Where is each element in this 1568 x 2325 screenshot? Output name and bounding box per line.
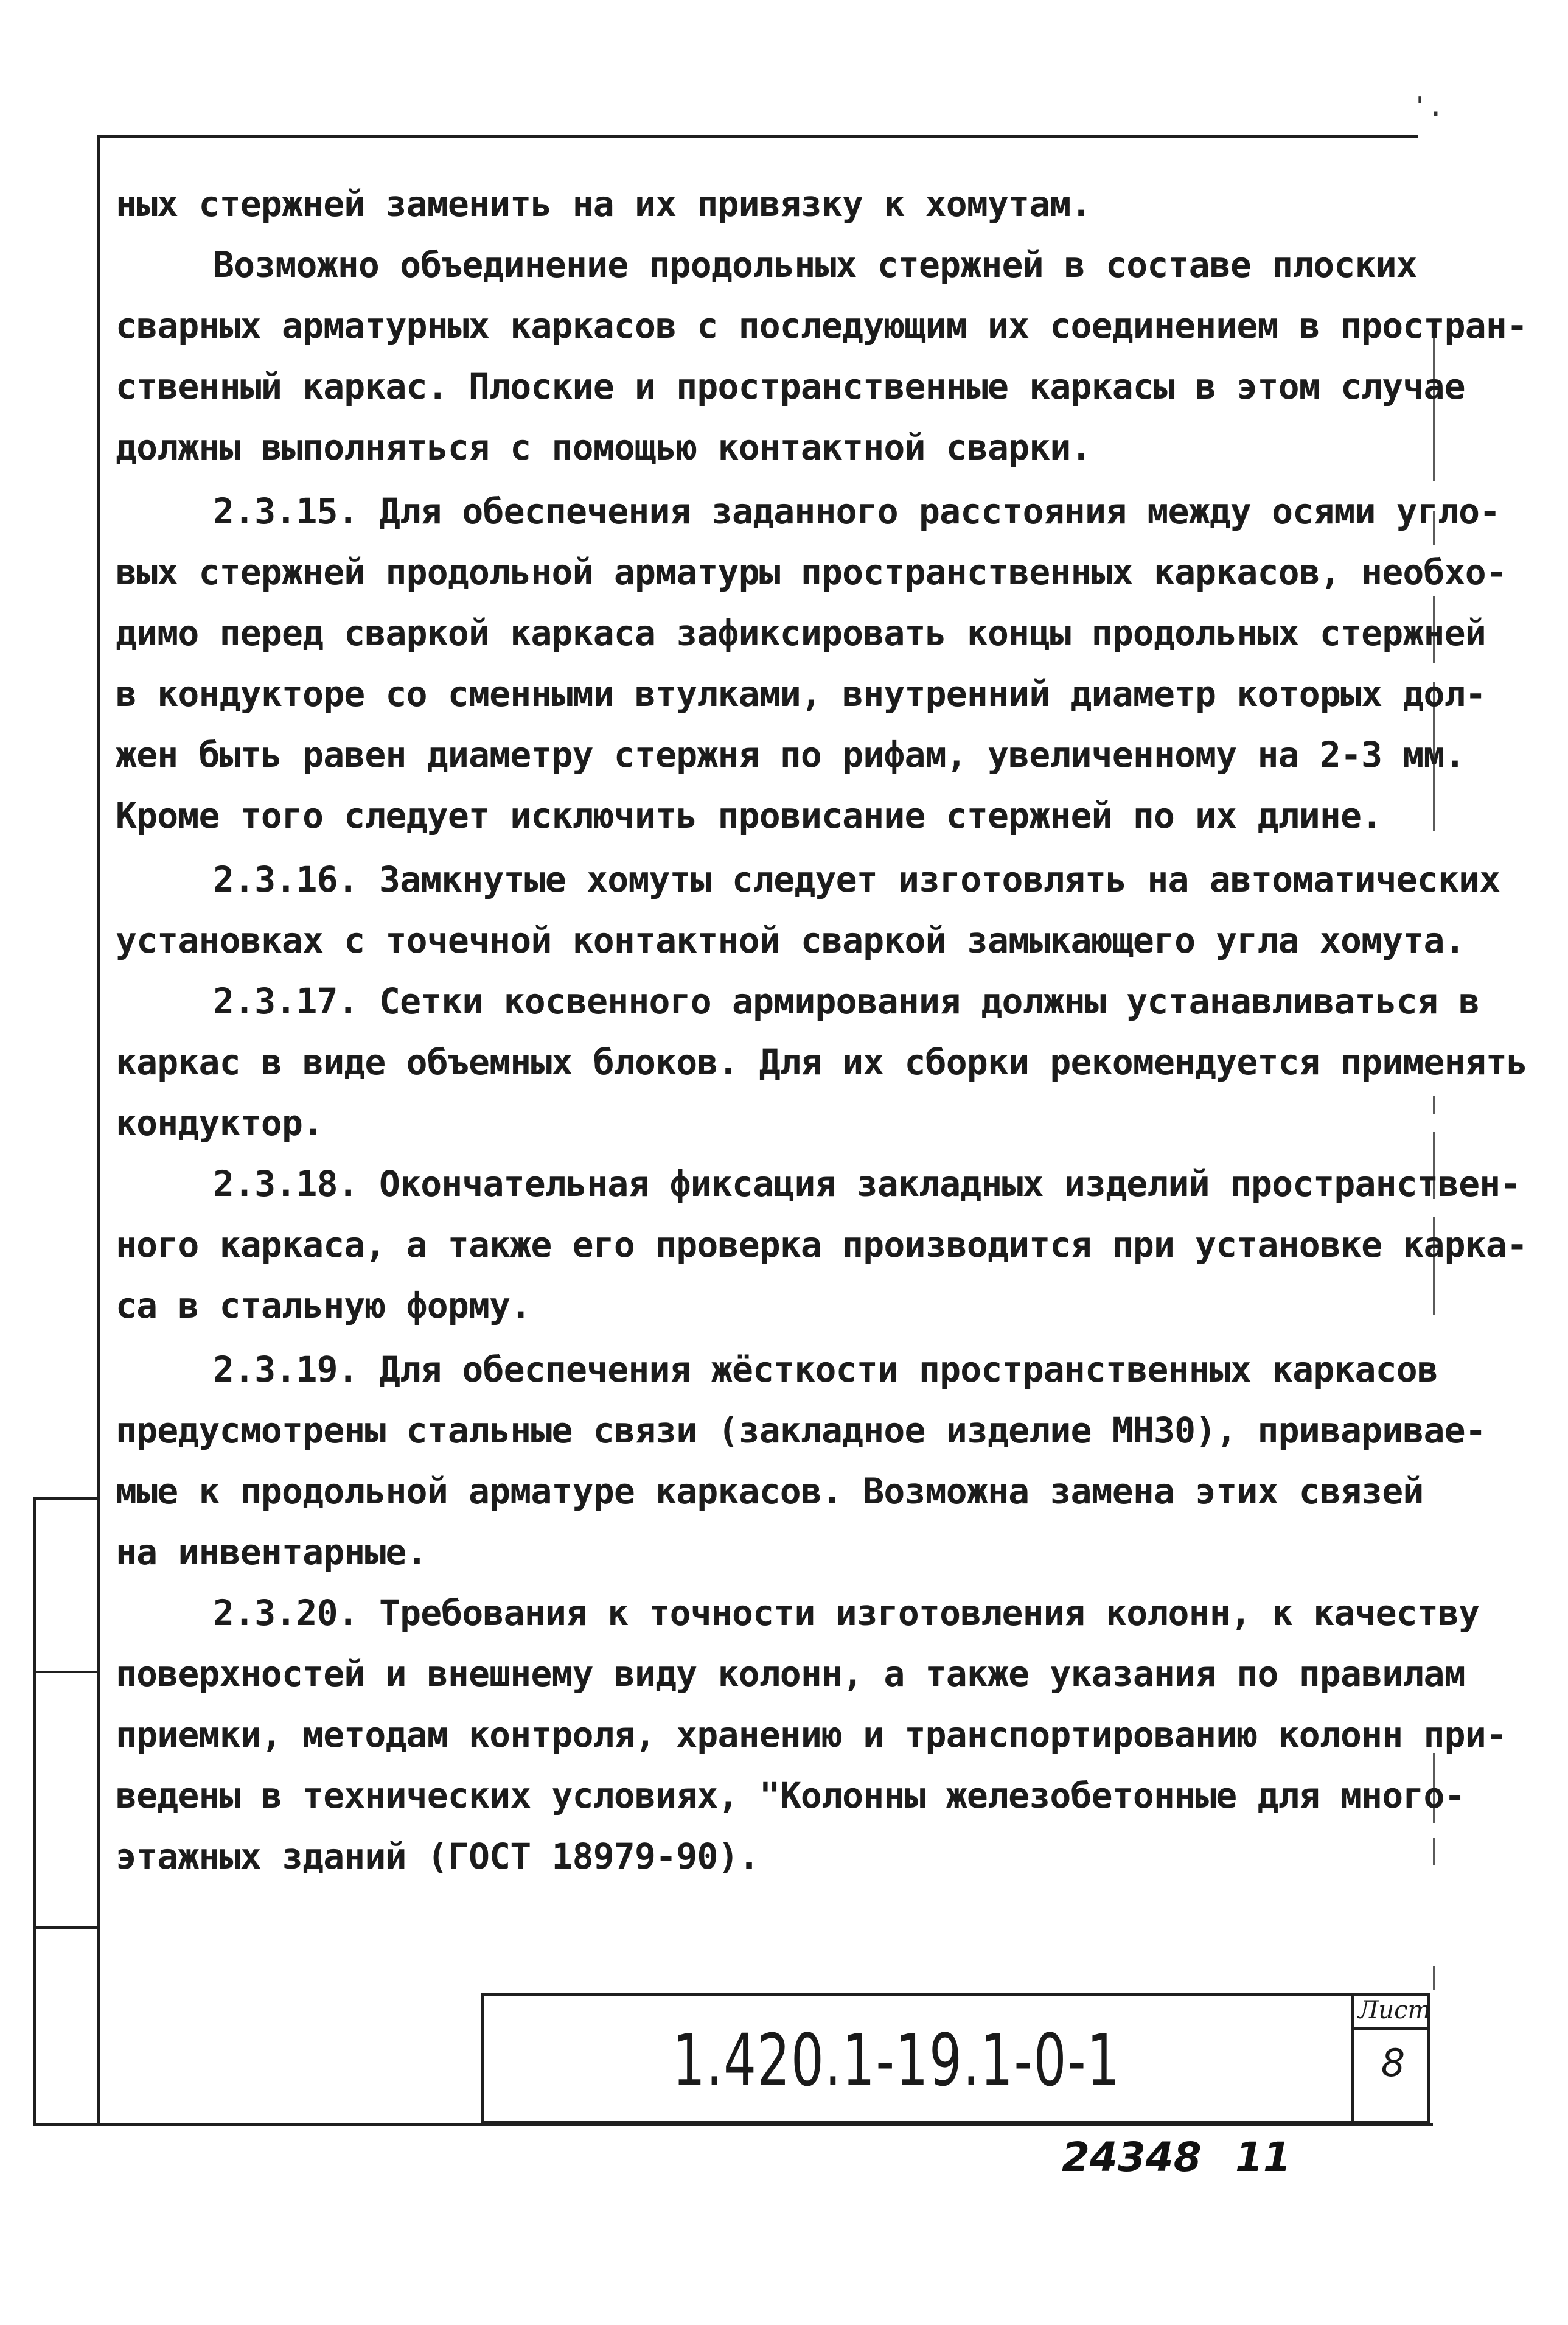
margin-stub-line-1 xyxy=(33,1497,100,1500)
sheet-label: Лист xyxy=(1358,1996,1431,2024)
margin-stub-line-3 xyxy=(33,1926,100,1929)
text-line: должны выполняться с помощью контактной сварки. xyxy=(116,427,1092,468)
margin-stub-line-2 xyxy=(33,1671,100,1673)
text-line: вых стержней продольной арматуры пространственных каркасов, необхо- xyxy=(116,551,1507,593)
text-line: 2.3.15. Для обеспечения заданного расстояния между осями угло- xyxy=(213,491,1500,532)
frame-top-line xyxy=(97,135,1418,138)
margin-stub-vertical-line xyxy=(33,1497,36,2125)
text-line: 2.3.17. Сетки косвенного армирования должны устанавливаться в xyxy=(213,981,1480,1022)
text-line: 2.3.20. Требования к точности изготовления колонн, к качеству xyxy=(213,1592,1480,1634)
text-line: поверхностей и внешнему виду колонн, а также указания по правилам xyxy=(116,1653,1465,1694)
corner-mark: '. xyxy=(1412,91,1444,122)
text-line: приемки, методам контроля, хранению и транспортированию колонн при- xyxy=(116,1714,1507,1755)
text-line: са в стальную форму. xyxy=(116,1285,531,1326)
text-line: каркас в виде объемных блоков. Для их сборки рекомендуется применять xyxy=(116,1041,1528,1083)
handwritten-inventory-number: 24348 xyxy=(1062,2134,1202,2181)
sheet-number: 8 xyxy=(1381,2041,1406,2085)
text-line: Кроме того следует исключить провисание стержней по их длине. xyxy=(116,795,1382,836)
right-margin-mark xyxy=(1433,1096,1435,1114)
frame-left-line xyxy=(97,135,100,2125)
text-line: на инвентарные. xyxy=(116,1531,427,1573)
text-line: предусмотрены стальные связи (закладное изделие МН30), привариваe- xyxy=(116,1410,1486,1451)
text-line: 2.3.19. Для обеспечения жёсткости пространственных каркасов xyxy=(213,1349,1438,1390)
sheet-cell-divider xyxy=(1351,2027,1430,2030)
right-margin-mark xyxy=(1433,1966,1435,1990)
text-line: ственный каркас. Плоские и пространственные каркасы в этом случае xyxy=(116,366,1465,407)
text-line: ного каркаса, а также его проверка производится при установке карка- xyxy=(116,1224,1528,1265)
text-line: ведены в технических условиях, "Колонны железобетонные для много- xyxy=(116,1775,1465,1816)
right-margin-mark xyxy=(1433,1838,1435,1865)
handwritten-page-number: 11 xyxy=(1235,2134,1291,2181)
text-line: ных стержней заменить на их привязку к хомутам. xyxy=(116,183,1092,225)
text-line: 2.3.18. Окончательная фиксация закладных изделий пространствен- xyxy=(213,1163,1521,1204)
text-line: установках с точечной контактной сваркой замыкающего угла хомута. xyxy=(116,920,1465,961)
text-line: 2.3.16. Замкнутые хомуты следует изготовлять на автоматических xyxy=(213,859,1500,900)
text-line: димо перед сваркой каркаса зафиксировать концы продольных стержней xyxy=(116,612,1486,654)
text-line: в кондукторе со сменными втулками, внутренний диаметр которых дол- xyxy=(116,673,1486,715)
text-line: сварных арматурных каркасов с последующим их соединением в простран- xyxy=(116,305,1528,346)
text-line: мые к продольной арматуре каркасов. Возможна замена этих связей xyxy=(116,1470,1424,1512)
text-line: кондуктор. xyxy=(116,1102,324,1144)
text-line: жен быть равен диаметру стержня по рифам, увеличенному на 2-3 мм. xyxy=(116,734,1465,775)
text-line: этажных зданий (ГОСТ 18979-90). xyxy=(116,1836,759,1877)
text-line: Возможно объединение продольных стержней в составе плоских xyxy=(213,244,1417,285)
document-code: 1.420.1-19.1-0-1 xyxy=(672,2018,1121,2102)
